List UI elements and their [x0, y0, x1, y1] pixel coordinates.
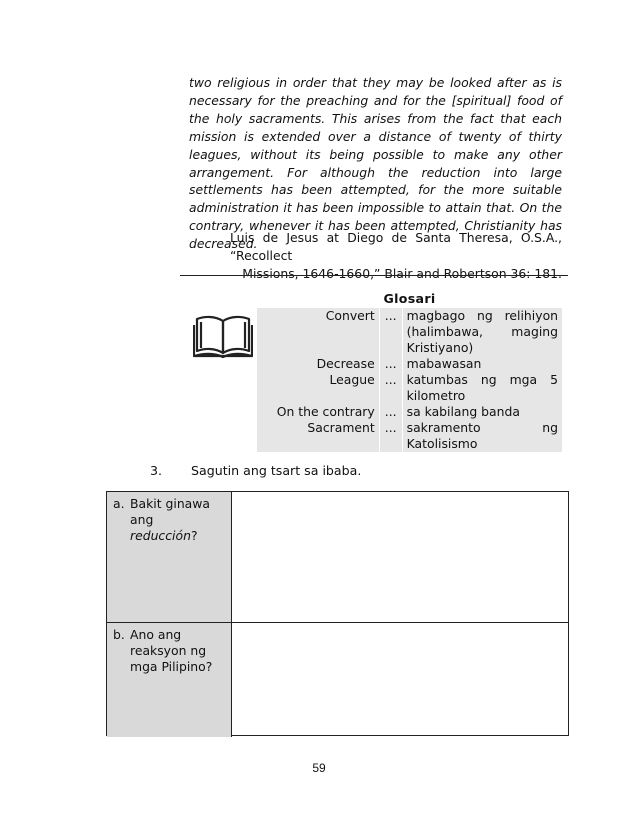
- question-text-part: Bakit ginawa ang: [130, 496, 210, 527]
- glossary-row: [257, 356, 562, 372]
- divider-line: [180, 275, 568, 276]
- glossary-separator: ...: [379, 404, 402, 420]
- question-number: 3.: [150, 463, 163, 478]
- glossary-term: On the contrary: [257, 404, 379, 420]
- glossary-title: Glosari: [383, 291, 436, 306]
- answer-chart: [106, 491, 569, 736]
- glossary-term: Sacrament: [257, 420, 379, 452]
- glossary-definition: magbago ng relihiyon (halimbawa, maging Kristiyano): [402, 308, 562, 356]
- page-number: 59: [312, 761, 326, 775]
- glossary-row: [257, 308, 562, 356]
- glossary-separator: ...: [379, 372, 402, 404]
- open-book-icon: [193, 313, 253, 359]
- glossary-term: Convert: [257, 308, 379, 356]
- glossary-term: League: [257, 372, 379, 404]
- glossary-term: Decrease: [257, 356, 379, 372]
- question-italic-term: reducción: [130, 528, 191, 543]
- glossary-definition: sakramento ng Katolisismo: [402, 420, 562, 452]
- question-cell: [107, 492, 232, 622]
- glossary-row: [257, 420, 562, 452]
- row-question: [130, 496, 224, 544]
- glossary-definition: katumbas ng mga 5 kilometro: [402, 372, 562, 404]
- question-text: Sagutin ang tsart sa ibaba.: [191, 463, 362, 478]
- glossary-row: [257, 372, 562, 404]
- row-question: [130, 627, 224, 675]
- glossary-separator: ...: [379, 420, 402, 452]
- glossary-separator: ...: [379, 356, 402, 372]
- question-cell: [107, 623, 232, 737]
- glossary-definition: mabawasan: [402, 356, 562, 372]
- citation-line-1: Luis de Jesus at Diego de Santa Theresa, O.S.A., “Recollect: [230, 230, 562, 263]
- citation-line-2: Missions, 1646-1660,” Blair and Robertson 36: 181.: [242, 266, 562, 281]
- row-label: a.: [113, 496, 125, 511]
- quote-paragraph: two religious in order that they may be looked after as is necessary for the preaching and for the [spiritual] food of the holy sacraments. This arises from the fact that each mission is extended over a distance of twenty of thirty leagues, without its being possible to make any other arrangement. For although the reduction into large settlements has been attempted, for the more suitable administration it has been impossible to attain that. On the contrary, whenever it has been attempted, Christianity has decreased.: [189, 75, 562, 252]
- answer-cell[interactable]: [232, 492, 568, 622]
- row-label: b.: [113, 627, 125, 642]
- glossary-table: [257, 308, 562, 452]
- chart-row: [107, 492, 568, 623]
- glossary-row: [257, 404, 562, 420]
- answer-cell[interactable]: [232, 623, 568, 737]
- glossary-definition: sa kabilang banda: [402, 404, 562, 420]
- chart-row: [107, 623, 568, 737]
- question-text-end: ?: [190, 528, 198, 543]
- glossary-separator: ...: [379, 308, 402, 356]
- question-3: [150, 463, 361, 478]
- question-text-part: Ano ang reaksyon ng mga Pilipino?: [130, 627, 213, 674]
